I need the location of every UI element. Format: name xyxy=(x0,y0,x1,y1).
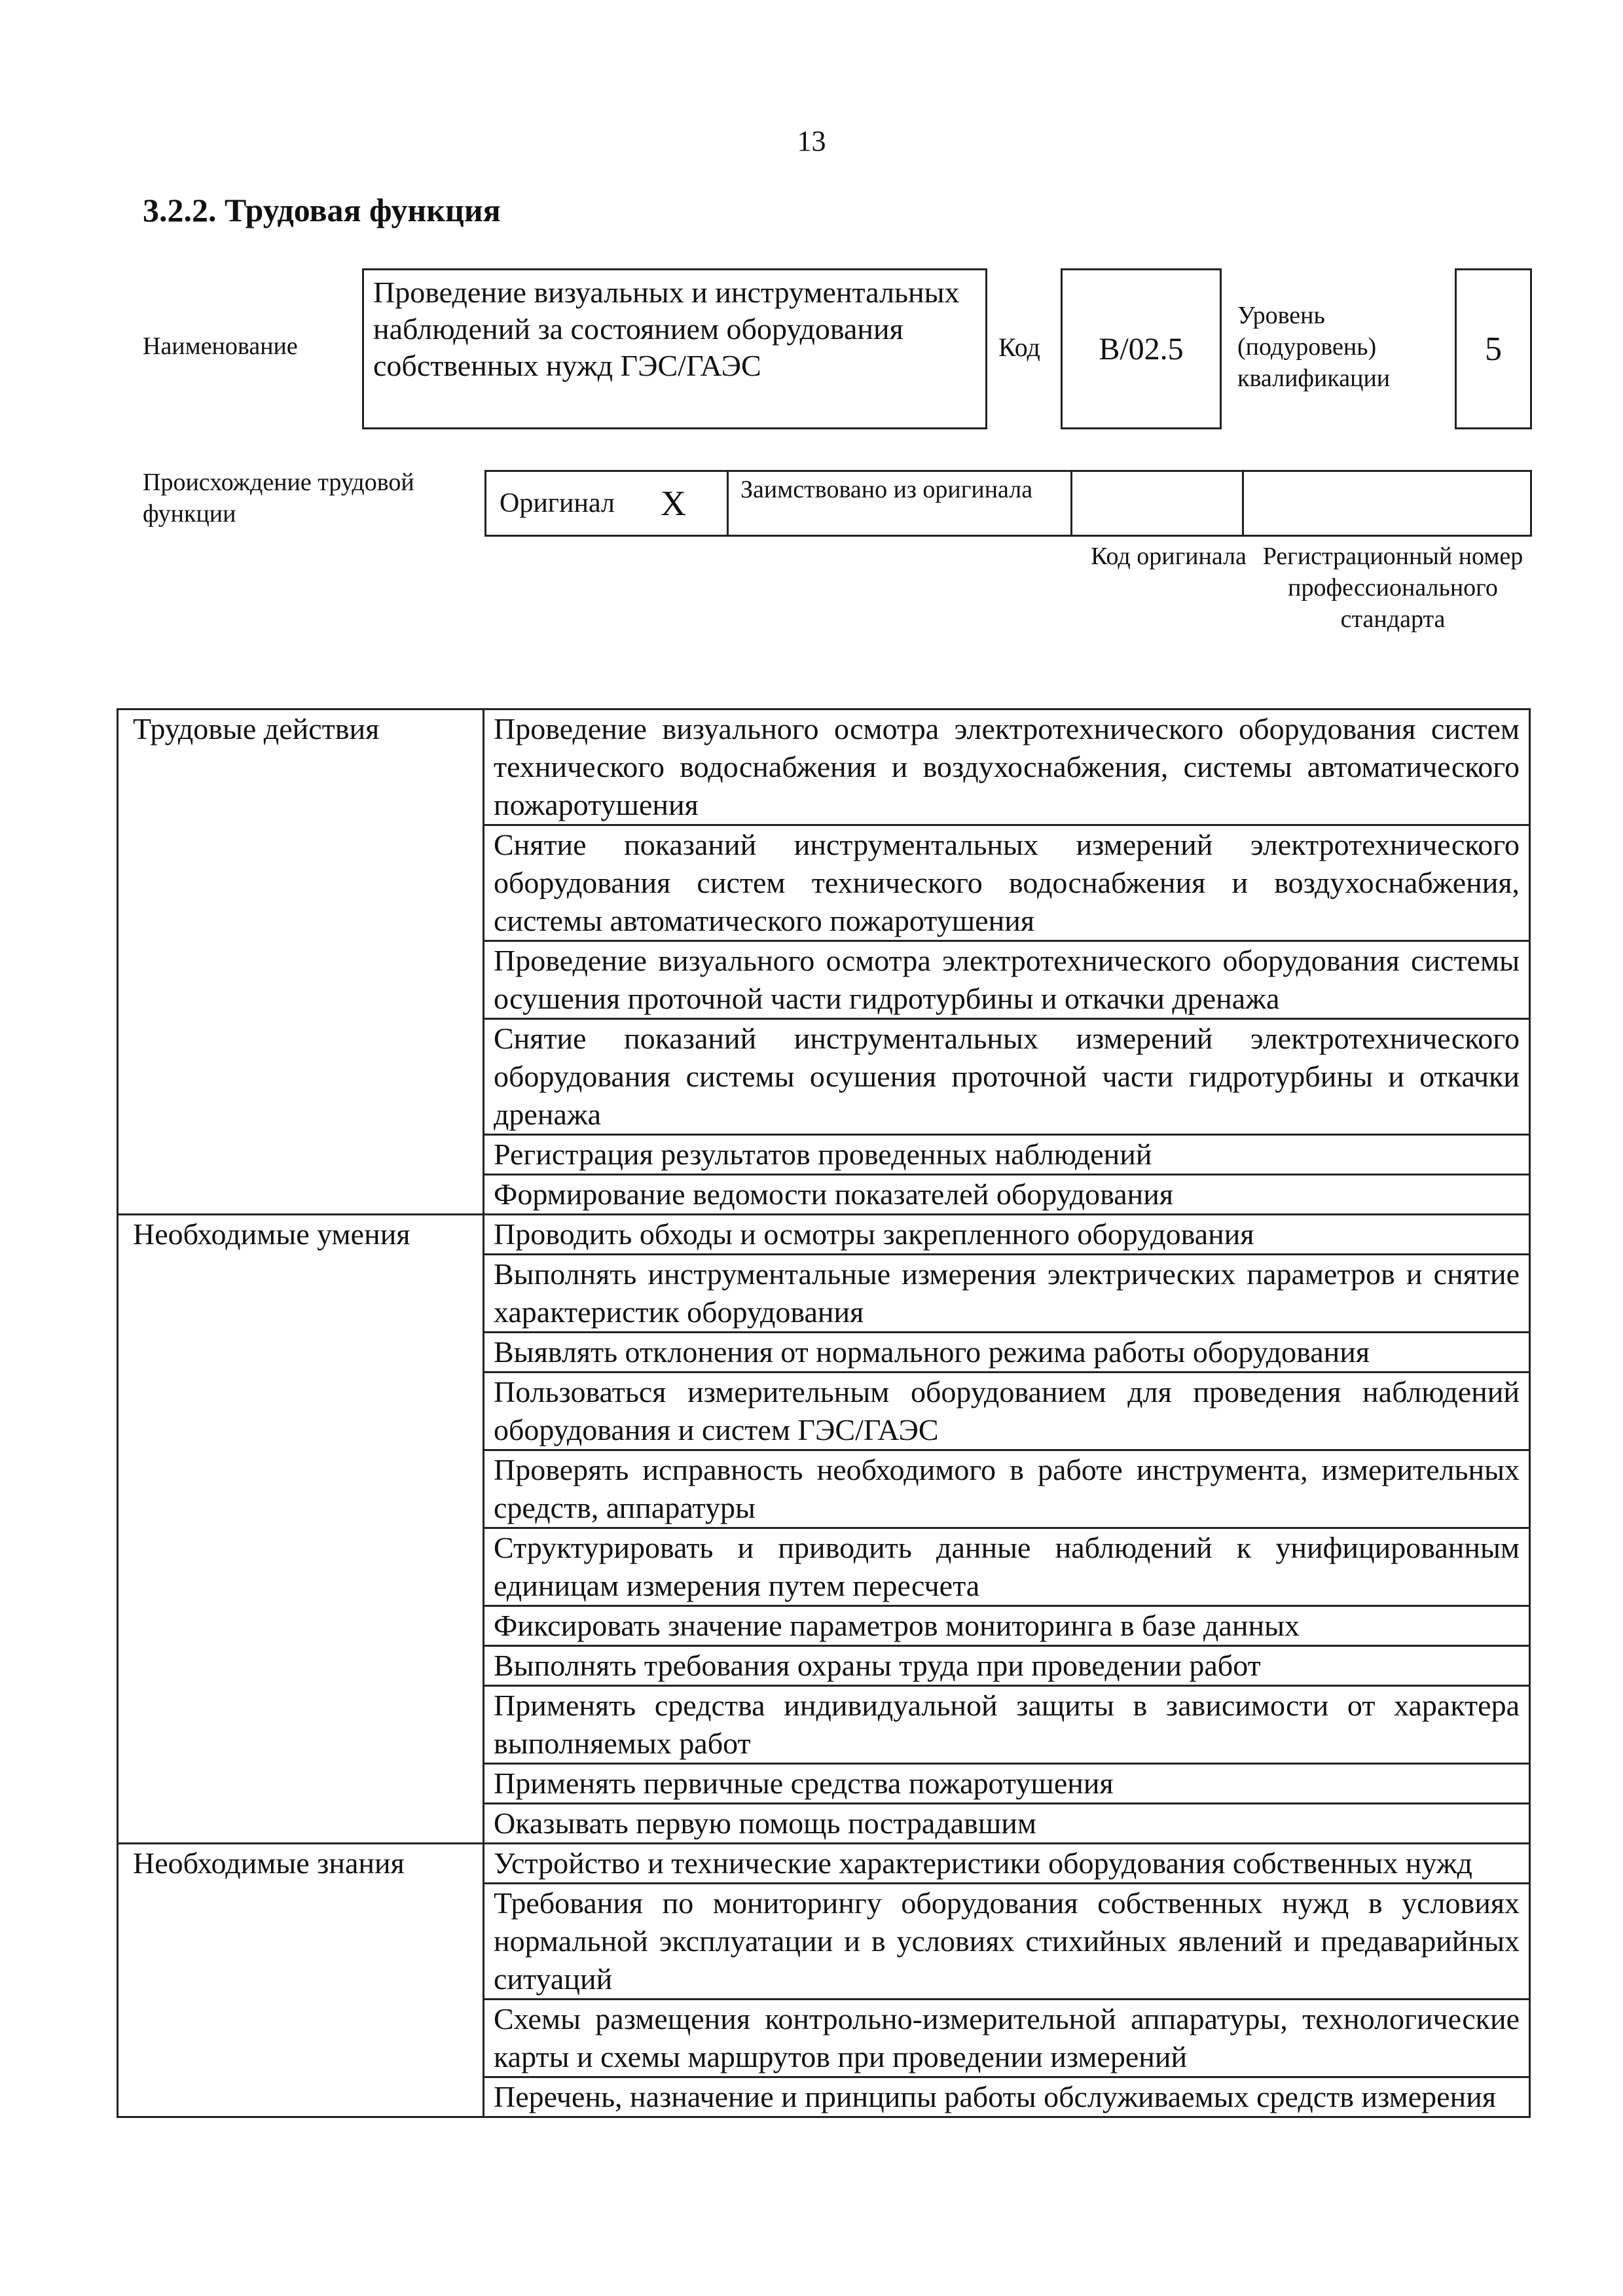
level-label: Уровень (подуровень) квалификации xyxy=(1237,302,1391,392)
function-code-box xyxy=(1061,268,1222,429)
level-box xyxy=(1455,268,1532,429)
section-item: Проведение визуального осмотра электротехнического оборудования системы осушения проточной части гидротурбины и откачки дренажа xyxy=(484,941,1530,1019)
section-item: Снятие показаний инструментальных измерений электротехнического оборудования системы осушения проточной части гидротурбины и откачки дренажа xyxy=(484,1019,1530,1135)
section-item: Выявлять отклонения от нормального режима работы оборудования xyxy=(484,1333,1530,1372)
origin-code-cell xyxy=(1072,472,1244,535)
section-item: Применять первичные средства пожаротушения xyxy=(484,1764,1530,1804)
origin-original-label: Оригинал xyxy=(500,488,615,518)
section-category: Трудовые действия xyxy=(118,709,484,1215)
section-item: Перечень, назначение и принципы работы обслуживаемых средств измерения xyxy=(484,2077,1530,2117)
section-item: Требования по мониторингу оборудования собственных нужд в условиях нормальной эксплуатации и в условиях стихийных явлений и предаварийных ситуаций xyxy=(484,1884,1530,2000)
section-item: Снятие показаний инструментальных измерений электротехнического оборудования систем технического водоснабжения и воздухоснабжения, системы автоматического пожаротушения xyxy=(484,825,1530,941)
section-item: Проведение визуального осмотра электротехнического оборудования систем технического водоснабжения и воздухоснабжения, системы автоматического пожаротушения xyxy=(484,709,1530,825)
section-item: Пользоваться измерительным оборудованием для проведения наблюдений оборудования и систем ГЭС/ГАЭС xyxy=(484,1372,1530,1450)
page-number: 13 xyxy=(797,125,826,157)
section-item: Проводить обходы и осмотры закрепленного оборудования xyxy=(484,1215,1530,1255)
section-item: Применять средства индивидуальной защиты в зависимости от характера выполняемых работ xyxy=(484,1686,1530,1764)
section-category: Необходимые умения xyxy=(118,1215,484,1844)
section-item: Фиксировать значение параметров мониторинга в базе данных xyxy=(484,1606,1530,1646)
origin-original-cell xyxy=(486,472,729,535)
table-row xyxy=(118,709,1530,825)
function-name-box: Проведение визуальных и инструментальных наблюдений за состоянием оборудования собственных нужд ГЭС/ГАЭС xyxy=(362,268,987,429)
level-value: 5 xyxy=(1485,330,1502,368)
section-item: Формирование ведомости показателей оборудования xyxy=(484,1175,1530,1215)
section-item: Выполнять требования охраны труда при проведении работ xyxy=(484,1646,1530,1686)
section-item: Устройство и технические характеристики оборудования собственных нужд xyxy=(484,1844,1530,1884)
section-item: Регистрация результатов проведенных наблюдений xyxy=(484,1135,1530,1175)
table-row xyxy=(118,1844,1530,1884)
function-code-value: B/02.5 xyxy=(1099,331,1184,367)
section-item: Схемы размещения контрольно-измерительной аппаратуры, технологические карты и схемы маршрутов при проведении измерений xyxy=(484,2000,1530,2077)
section-item: Выполнять инструментальные измерения электрических параметров и снятие характеристик оборудования xyxy=(484,1255,1530,1333)
origin-reg-cell xyxy=(1244,472,1530,535)
name-label: Наименование xyxy=(143,332,298,360)
origin-borrowed-cell: Заимствовано из оригинала xyxy=(729,472,1072,535)
origin-reg-caption: Регистрационный номер профессионального стандарта xyxy=(1262,543,1523,633)
origin-row xyxy=(484,470,1532,537)
function-details-table xyxy=(117,708,1531,2118)
section-item: Структурировать и приводить данные наблюдений к унифицированным единицам измерения путем пересчета xyxy=(484,1528,1530,1606)
section-category: Необходимые знания xyxy=(118,1844,484,2117)
code-label: Код xyxy=(998,332,1040,362)
section-item: Проверять исправность необходимого в работе инструмента, измерительных средств, аппаратуры xyxy=(484,1450,1530,1528)
section-title: 3.2.2. Трудовая функция xyxy=(143,192,501,228)
table-row xyxy=(118,1215,1530,1255)
origin-original-mark: X xyxy=(660,484,686,523)
origin-code-caption: Код оригинала xyxy=(1091,543,1247,570)
section-item: Оказывать первую помощь пострадавшим xyxy=(484,1804,1530,1844)
origin-label: Происхождение трудовой функции xyxy=(143,469,414,528)
